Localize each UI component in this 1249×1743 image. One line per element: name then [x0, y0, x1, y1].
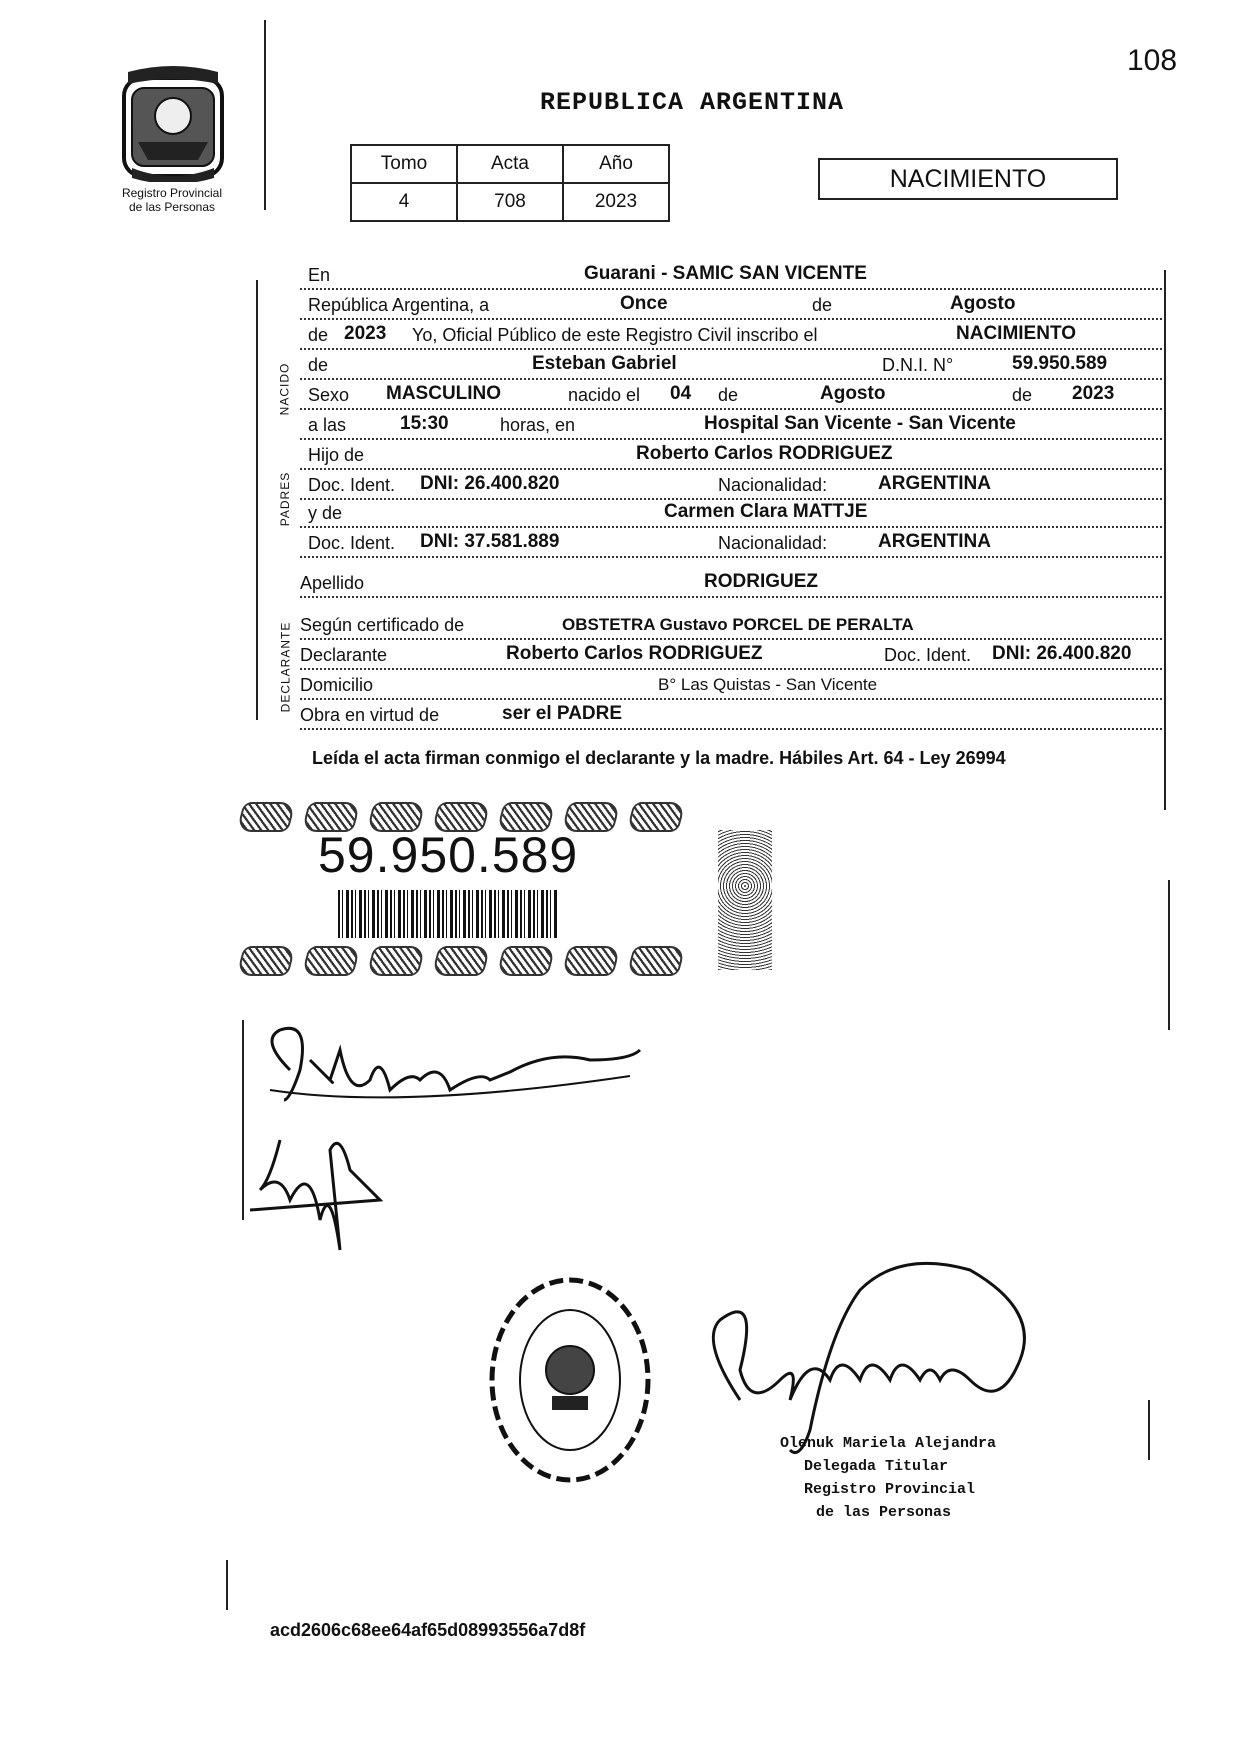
- row-inscripcion: [300, 318, 1162, 350]
- registry-header-anio: Año: [563, 145, 669, 183]
- label-dni: D.N.I. N°: [882, 355, 954, 375]
- value-anio: 2023: [344, 323, 387, 344]
- signatory-name: Olenuk Mariela Alejandra: [780, 1435, 997, 1452]
- label-de-nombre: de: [308, 355, 329, 375]
- value-acto: NACIMIENTO: [956, 323, 1076, 344]
- value-nac-mes: Agosto: [820, 383, 886, 404]
- row-fecha: [300, 288, 1162, 320]
- signatory-office-1: Registro Provincial: [804, 1481, 976, 1498]
- label-a-las: a las: [308, 415, 347, 435]
- row-madre-doc: [300, 526, 1162, 558]
- value-madre: Carmen Clara MATTJE: [664, 501, 868, 522]
- margin-line: [256, 280, 258, 720]
- official-stamp: [480, 1270, 660, 1490]
- registry-value-tomo: 4: [351, 183, 457, 221]
- document-hash: acd2606c68ee64af65d08993556a7d8f: [270, 1620, 586, 1640]
- value-nac-anio: 2023: [1072, 383, 1115, 404]
- security-mark: [366, 946, 426, 976]
- value-apellido: RODRIGUEZ: [704, 571, 818, 592]
- security-mark: [236, 802, 296, 832]
- row-certificado: [300, 608, 1162, 640]
- label-horas-en: horas, en: [500, 415, 576, 435]
- value-hora: 15:30: [400, 413, 449, 434]
- value-padre-doc: DNI: 26.400.820: [420, 473, 560, 494]
- value-dia: Once: [620, 293, 668, 314]
- value-sexo: MASCULINO: [386, 383, 502, 404]
- act-type-box: NACIMIENTO: [818, 158, 1118, 200]
- security-mark: [431, 946, 491, 976]
- label-republica: República Argentina, a: [308, 295, 490, 315]
- security-mark: [301, 946, 361, 976]
- province-seal-logo: [118, 64, 228, 182]
- value-madre-nacionalidad: ARGENTINA: [878, 531, 991, 552]
- label-domicilio: Domicilio: [300, 675, 374, 695]
- label-en: En: [308, 265, 331, 285]
- row-madre: [300, 496, 1162, 528]
- row-domicilio: [300, 668, 1162, 700]
- value-declarante: Roberto Carlos RODRIGUEZ: [506, 643, 763, 664]
- closing-text: Leída el acta firman conmigo el declarante y la madre. Hábiles Art. 64 - Ley 26994: [312, 748, 1006, 768]
- security-mark: [496, 946, 556, 976]
- value-nombre: Esteban Gabriel: [532, 353, 677, 374]
- label-de-mes: de: [718, 385, 739, 405]
- value-obra: ser el PADRE: [502, 703, 623, 724]
- signatory-office-2: de las Personas: [816, 1504, 952, 1521]
- value-domicilio: B° Las Quistas - San Vicente: [658, 675, 878, 694]
- value-padre: Roberto Carlos RODRIGUEZ: [636, 443, 893, 464]
- hologram-seal: [718, 830, 772, 970]
- margin-line: [226, 1560, 228, 1610]
- row-declarante: [300, 638, 1162, 670]
- label-doc-padre: Doc. Ident.: [308, 475, 396, 495]
- row-en: [300, 258, 1162, 290]
- security-mark: [626, 802, 686, 832]
- row-sexo: [300, 378, 1162, 410]
- page-number: 108: [1127, 44, 1178, 77]
- margin-line: [242, 1020, 244, 1220]
- label-hijo-de: Hijo de: [308, 445, 365, 465]
- registry-header-acta: Acta: [457, 145, 563, 183]
- label-de-anio-nac: de: [1012, 385, 1033, 405]
- value-certificado: OBSTETRA Gustavo PORCEL DE PERALTA: [562, 615, 914, 634]
- security-mark: [561, 946, 621, 976]
- declarant-and-mother-signatures: [250, 1010, 670, 1270]
- label-nacionalidad-madre: Nacionalidad:: [718, 533, 828, 553]
- label-sexo: Sexo: [308, 385, 350, 405]
- value-madre-doc: DNI: 37.581.889: [420, 531, 560, 552]
- label-oficial: Yo, Oficial Público de este Registro Civil inscribo el: [412, 325, 818, 345]
- section-label-declarante: DECLARANTE: [278, 621, 293, 713]
- registry-header-tomo: Tomo: [351, 145, 457, 183]
- security-band-bottom: [240, 946, 682, 976]
- label-nacionalidad-padre: Nacionalidad:: [718, 475, 828, 495]
- margin-line: [264, 20, 266, 210]
- margin-line: [1168, 880, 1170, 1030]
- label-de: de: [812, 295, 833, 315]
- barcode-number: 59.950.589: [318, 827, 579, 883]
- barcode: [338, 890, 558, 938]
- row-hora: [300, 408, 1162, 440]
- section-label-nacido: NACIDO: [277, 362, 292, 416]
- value-dni: 59.950.589: [1012, 353, 1108, 374]
- registry-value-acta: 708: [457, 183, 563, 221]
- row-nombre: [300, 348, 1162, 380]
- signatory-block: [780, 1432, 996, 1524]
- logo-caption: [92, 186, 252, 214]
- signatory-role: Delegada Titular: [804, 1458, 949, 1475]
- logo-caption-line-1: Registro Provincial: [121, 186, 223, 200]
- label-de-anio: de: [308, 325, 329, 345]
- value-declarante-doc: DNI: 26.400.820: [992, 643, 1132, 664]
- label-nacido-el: nacido el: [568, 385, 641, 405]
- value-mes: Agosto: [950, 293, 1016, 314]
- section-label-padres: PADRES: [278, 471, 293, 527]
- value-nac-dia: 04: [670, 383, 692, 404]
- row-apellido: [300, 566, 1162, 598]
- row-obra: [300, 698, 1162, 730]
- label-apellido: Apellido: [300, 573, 365, 593]
- margin-line: [1148, 1400, 1150, 1460]
- registry-value-anio: 2023: [563, 183, 669, 221]
- label-obra: Obra en virtud de: [300, 705, 440, 725]
- logo-caption-line-2: de las Personas: [128, 200, 216, 214]
- value-padre-nacionalidad: ARGENTINA: [878, 473, 991, 494]
- row-padre: [300, 438, 1162, 470]
- label-doc-declarante: Doc. Ident.: [884, 645, 972, 665]
- label-doc-madre: Doc. Ident.: [308, 533, 396, 553]
- label-declarante: Declarante: [300, 645, 388, 665]
- label-y-de: y de: [308, 503, 343, 523]
- margin-line: [1164, 270, 1166, 810]
- security-mark: [236, 946, 296, 976]
- value-lugar-registro: Guarani - SAMIC SAN VICENTE: [584, 263, 867, 284]
- label-certificado: Según certificado de: [300, 615, 465, 635]
- value-lugar-nacimiento: Hospital San Vicente - San Vicente: [704, 413, 1016, 434]
- security-mark: [626, 946, 686, 976]
- document-title: REPUBLICA ARGENTINA: [540, 88, 845, 117]
- registry-table: [350, 144, 670, 222]
